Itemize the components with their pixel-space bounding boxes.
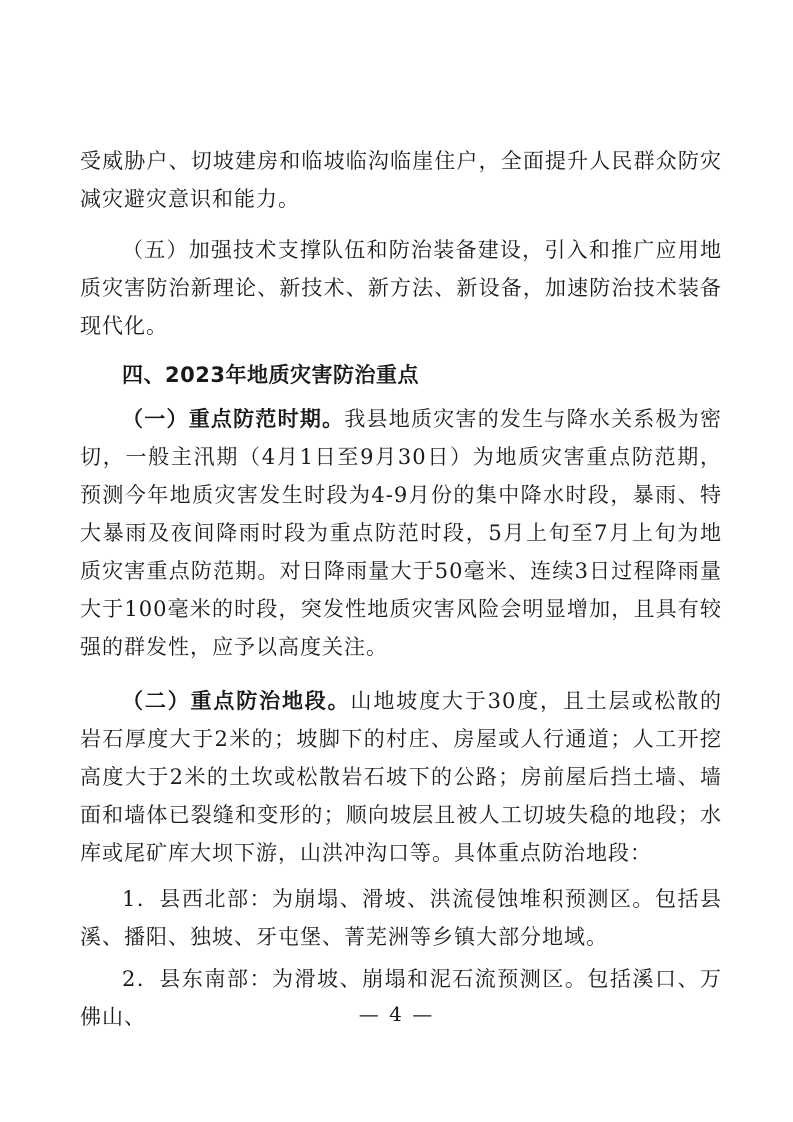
paragraph-awareness: 受威胁户、切坡建房和临坡临沟临崖住户，全面提升人民群众防灾减灾避灾意识和能力。 — [80, 149, 722, 211]
paragraph-northwest-area: 1．县西北部：为崩塌、滑坡、洪流侵蚀堆积预测区。包括县溪、播阳、独坡、牙屯堡、菁芜洲等乡镇大部分地域。 — [80, 887, 722, 949]
paragraph-key-sections — [80, 682, 722, 872]
key-sections-text: 山地坡度大于30度，且土层或松散的岩石厚度大于2米的；坡脚下的村庄、房屋或人行通道；人工开挖高度大于2米的土坎或松散岩石坡下的公路；房前屋后挡土墙、墙面和墙体已裂缝和变形的；顺向坡层且被人工切坡失稳的地段；水库或尾矿库大坝下游，山洪冲沟口等。具体重点防治地段： — [80, 689, 722, 865]
page-number: — 4 — — [358, 1002, 435, 1026]
key-period-title: （一）重点防范时期。 — [122, 407, 345, 431]
section-heading-4: 四、2023年地质灾害防治重点 — [122, 363, 419, 387]
key-sections-title: （二）重点防治地段。 — [122, 689, 351, 713]
paragraph-technical-support: （五）加强技术支撑队伍和防治装备建设，引入和推广应用地质灾害防治新理论、新技术、新方法、新设备，加速防治技术装备现代化。 — [80, 238, 722, 338]
key-period-text: 我县地质灾害的发生与降水关系极为密切，一般主汛期（4月1日至9月30日）为地质灾害重点防范期，预测今年地质灾害发生时段为4-9月份的集中降水时段，暴雨、特大暴雨及夜间降雨时段为重点防范时段，5月上旬至7月上旬为地质灾害重点防范期。对日降雨量大于50毫米、连续3日过程降雨量大于100毫米的时段，突发性地质灾害风险会明显增加，且具有较强的群发性，应予以高度关注。 — [80, 407, 723, 659]
paragraph-key-period — [80, 400, 722, 666]
paragraph-southeast-area: 2．县东南部：为滑坡、崩塌和泥石流预测区。包括溪口、万佛山、 — [80, 967, 722, 1029]
